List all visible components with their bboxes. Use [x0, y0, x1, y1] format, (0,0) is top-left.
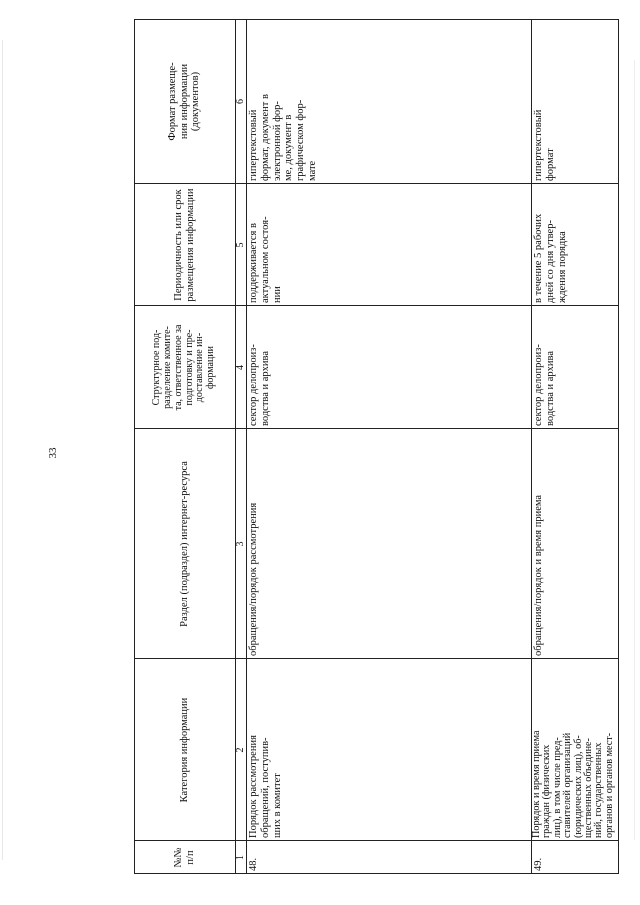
row-department — [246, 306, 531, 429]
format-line: гипертекстовый — [248, 109, 259, 181]
column-number: 4 — [235, 365, 246, 370]
format-line: гипертекстовый — [533, 109, 544, 181]
row-category — [246, 659, 531, 841]
header-department-line: подготовку и пре- — [183, 329, 195, 406]
periodicity-line: актуальном состоя- — [259, 216, 271, 303]
format-line: формат — [544, 148, 556, 181]
header-num-text: №№ п/п — [172, 847, 196, 868]
row-department — [531, 306, 619, 429]
periodicity-line: дней со дня утвер- — [544, 220, 556, 303]
header-periodicity — [134, 184, 235, 306]
row-section: обращения/порядок и время приема — [533, 494, 544, 656]
periodicity-line: в течение 5 рабочих — [533, 213, 544, 303]
header-num — [134, 841, 235, 874]
header-department-line: формации — [205, 345, 217, 390]
department-line: водства и архива — [259, 350, 271, 426]
header-category-text: Категория информации — [178, 697, 190, 803]
category-line: Порядок рассмотрения — [248, 735, 259, 838]
header-format-line: Формат размеще- — [166, 62, 178, 141]
row-periodicity — [531, 184, 619, 306]
category-line: ших в комитет — [271, 773, 283, 838]
header-section — [134, 429, 235, 659]
category-line: ний, государственных — [593, 742, 605, 838]
column-number: 6 — [235, 99, 246, 104]
periodicity-line: ждения порядка — [556, 231, 568, 303]
header-department-line: та, ответственное за — [172, 324, 184, 411]
header-department-line: Структурное под- — [151, 329, 163, 406]
row-number: 49. — [533, 857, 544, 871]
header-section-text: Раздел (подраздел) интернет-ресурса — [178, 461, 190, 627]
periodicity-line: поддерживается в — [248, 223, 259, 303]
header-department-line: доставление ин- — [194, 332, 206, 403]
format-line: формат, документ в — [259, 94, 271, 181]
category-line: (юридических лиц), об- — [572, 735, 584, 838]
format-line: ме, документ в — [283, 114, 295, 181]
row-section: обращения/порядок рассмотрения — [248, 502, 259, 656]
row-number: 48. — [248, 857, 259, 871]
header-department-line: разделение комите- — [161, 326, 173, 409]
column-number: 1 — [235, 855, 246, 860]
header-category — [134, 659, 235, 841]
row-format — [246, 19, 531, 184]
scan-edge-mark — [2, 40, 3, 860]
column-number: 5 — [235, 242, 246, 248]
category-line: лиц), в том числе пред- — [551, 737, 563, 838]
department-line: сектор делопроиз- — [533, 344, 544, 426]
category-line: щественных объедине- — [583, 738, 595, 838]
periodicity-line: нии — [271, 286, 283, 303]
header-periodicity-text: Периодичность или срок размещения информации — [172, 188, 196, 302]
department-line: сектор делопроиз- — [248, 344, 259, 426]
scan-edge-mark — [634, 60, 635, 840]
category-line: граждан (физических — [541, 744, 553, 838]
row-category — [531, 659, 619, 841]
header-department — [134, 306, 235, 429]
department-line: водства и архива — [544, 350, 556, 426]
header-format — [134, 19, 235, 184]
header-format-line: ния информации — [178, 63, 190, 140]
category-line: обращений, поступив- — [259, 737, 271, 838]
page-number: 33 — [47, 447, 59, 459]
column-number: 3 — [235, 541, 246, 547]
category-line: ставителей организаций — [562, 732, 574, 838]
rotated-table — [134, 19, 619, 874]
format-line: графическом фор- — [295, 99, 306, 181]
category-line: Порядок и время приема — [531, 730, 542, 838]
category-line: органов и органов мест- — [603, 732, 615, 838]
row-format — [531, 19, 619, 184]
format-line: электронной фор- — [271, 101, 283, 181]
header-format-line: (документов) — [190, 71, 202, 132]
column-number: 2 — [235, 747, 246, 753]
format-line: мате — [306, 160, 318, 181]
row-periodicity — [246, 184, 531, 306]
